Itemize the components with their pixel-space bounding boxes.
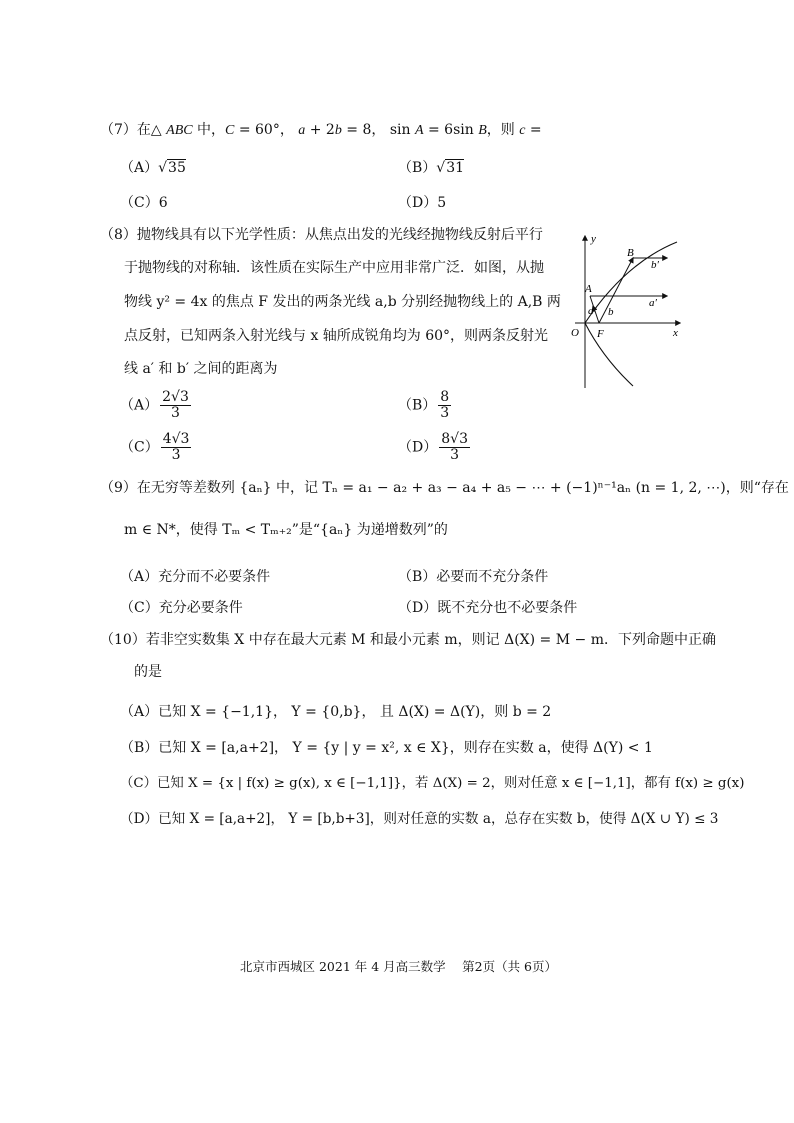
q10-option-c[interactable]: （C）已知 X = {x | f(x) ≥ g(x), x ∈ [−1,1]}，若 Δ(X) = 2，则对任意 x ∈ [−1,1]，都有 f(x) ≥ g(x)	[120, 776, 745, 791]
label-a-prime: a′	[649, 297, 657, 309]
label-point-b: B	[627, 247, 634, 259]
q9-stem-line2: m ∈ N*，使得 Tₘ < Tₘ₊₂”是“{aₙ} 为递增数列”的	[124, 522, 448, 538]
q7-option-c[interactable]: （C）6	[120, 195, 168, 211]
label-b-prime: b′	[651, 259, 659, 271]
label-x: x	[673, 327, 678, 339]
q7-stem: （7）在△ ABC 中，C = 60°， a + 2b = 8， sin A = 6sin B，则 c =	[100, 122, 542, 138]
label-origin: O	[571, 327, 579, 339]
q9-option-d[interactable]: （D）既不充分也不必要条件	[398, 600, 578, 616]
q10-option-a[interactable]: （A）已知 X = {−1,1}， Y = {0,b}， 且 Δ(X) = Δ(Y)，则 b = 2	[120, 704, 552, 720]
q7-number: （7）	[100, 122, 137, 138]
label-y: y	[591, 233, 596, 245]
q10-stem-line1: （10）若非空实数集 X 中存在最大元素 M 和最小元素 m，则记 Δ(X) = M − m．下列命题中正确	[100, 632, 716, 648]
page-footer: 北京市西城区 2021 年 4 月高三数学 第2页（共 6页）	[240, 959, 558, 974]
q8-option-c[interactable]: （C） $\frac{4√3}{3}$	[120, 431, 190, 463]
q9-number: （9）	[100, 480, 137, 496]
q10-stem-line2: 的是	[134, 664, 162, 680]
q7-option-d[interactable]: （D）5	[398, 195, 447, 211]
q8-number: （8）	[100, 227, 137, 243]
q10-number: （10）	[100, 632, 146, 648]
q8-stem-line2: 于抛物线的对称轴．该性质在实际生产中应用非常广泛．如图，从抛	[124, 260, 544, 276]
q8-stem-line5: 线 a′ 和 b′ 之间的距离为	[124, 361, 278, 377]
q10-option-b[interactable]: （B）已知 X = [a,a+2]， Y = {y | y = x², x ∈ X}，则存在实数 a，使得 Δ(Y) < 1	[120, 740, 653, 756]
q10-option-d[interactable]: （D）已知 X = [a,a+2]， Y = [b,b+3]，则对任意的实数 a，总存在实数 b，使得 Δ(X ∪ Y) ≤ 3	[120, 811, 719, 827]
q8-stem-line1: （8）抛物线具有以下光学性质：从焦点出发的光线经抛物线反射后平行	[100, 227, 543, 243]
q8-stem-line4: 点反射，已知两条入射光线与 x 轴所成锐角均为 60°，则两条反射光	[124, 328, 549, 344]
q9-stem-line1: （9）在无穷等差数列 {aₙ} 中，记 Tₙ = a₁ − a₂ + a₃ − a₄ + a₅ − ⋯ + (−1)ⁿ⁻¹aₙ (n = 1, 2, ⋯)，则“存在	[100, 480, 789, 496]
q9-option-c[interactable]: （C）充分必要条件	[120, 600, 243, 616]
ray-b	[599, 258, 633, 323]
label-point-a: A	[585, 283, 592, 295]
q8-parabola-figure	[555, 228, 690, 393]
parabola-curve	[585, 242, 677, 386]
q8-option-a[interactable]: （A） $\frac{2√3}{3}$	[120, 389, 189, 421]
label-focus: F	[597, 328, 604, 340]
q8-option-b[interactable]: （B） $\frac{8}{3}$	[398, 389, 450, 421]
q7-option-b[interactable]: （B）√31	[398, 160, 465, 176]
q9-option-b[interactable]: （B）必要而不充分条件	[398, 569, 549, 585]
q7-option-a[interactable]: （A）√35	[120, 160, 186, 176]
q9-option-a[interactable]: （A）充分而不必要条件	[120, 569, 271, 585]
q8-option-d[interactable]: （D） $\frac{8√3}{3}$	[398, 431, 468, 463]
label-ray-a: a	[588, 305, 594, 317]
q8-stem-line3: 物线 y² = 4x 的焦点 F 发出的两条光线 a,b 分别经抛物线上的 A,B 两	[124, 294, 561, 310]
label-ray-b: b	[608, 306, 614, 318]
